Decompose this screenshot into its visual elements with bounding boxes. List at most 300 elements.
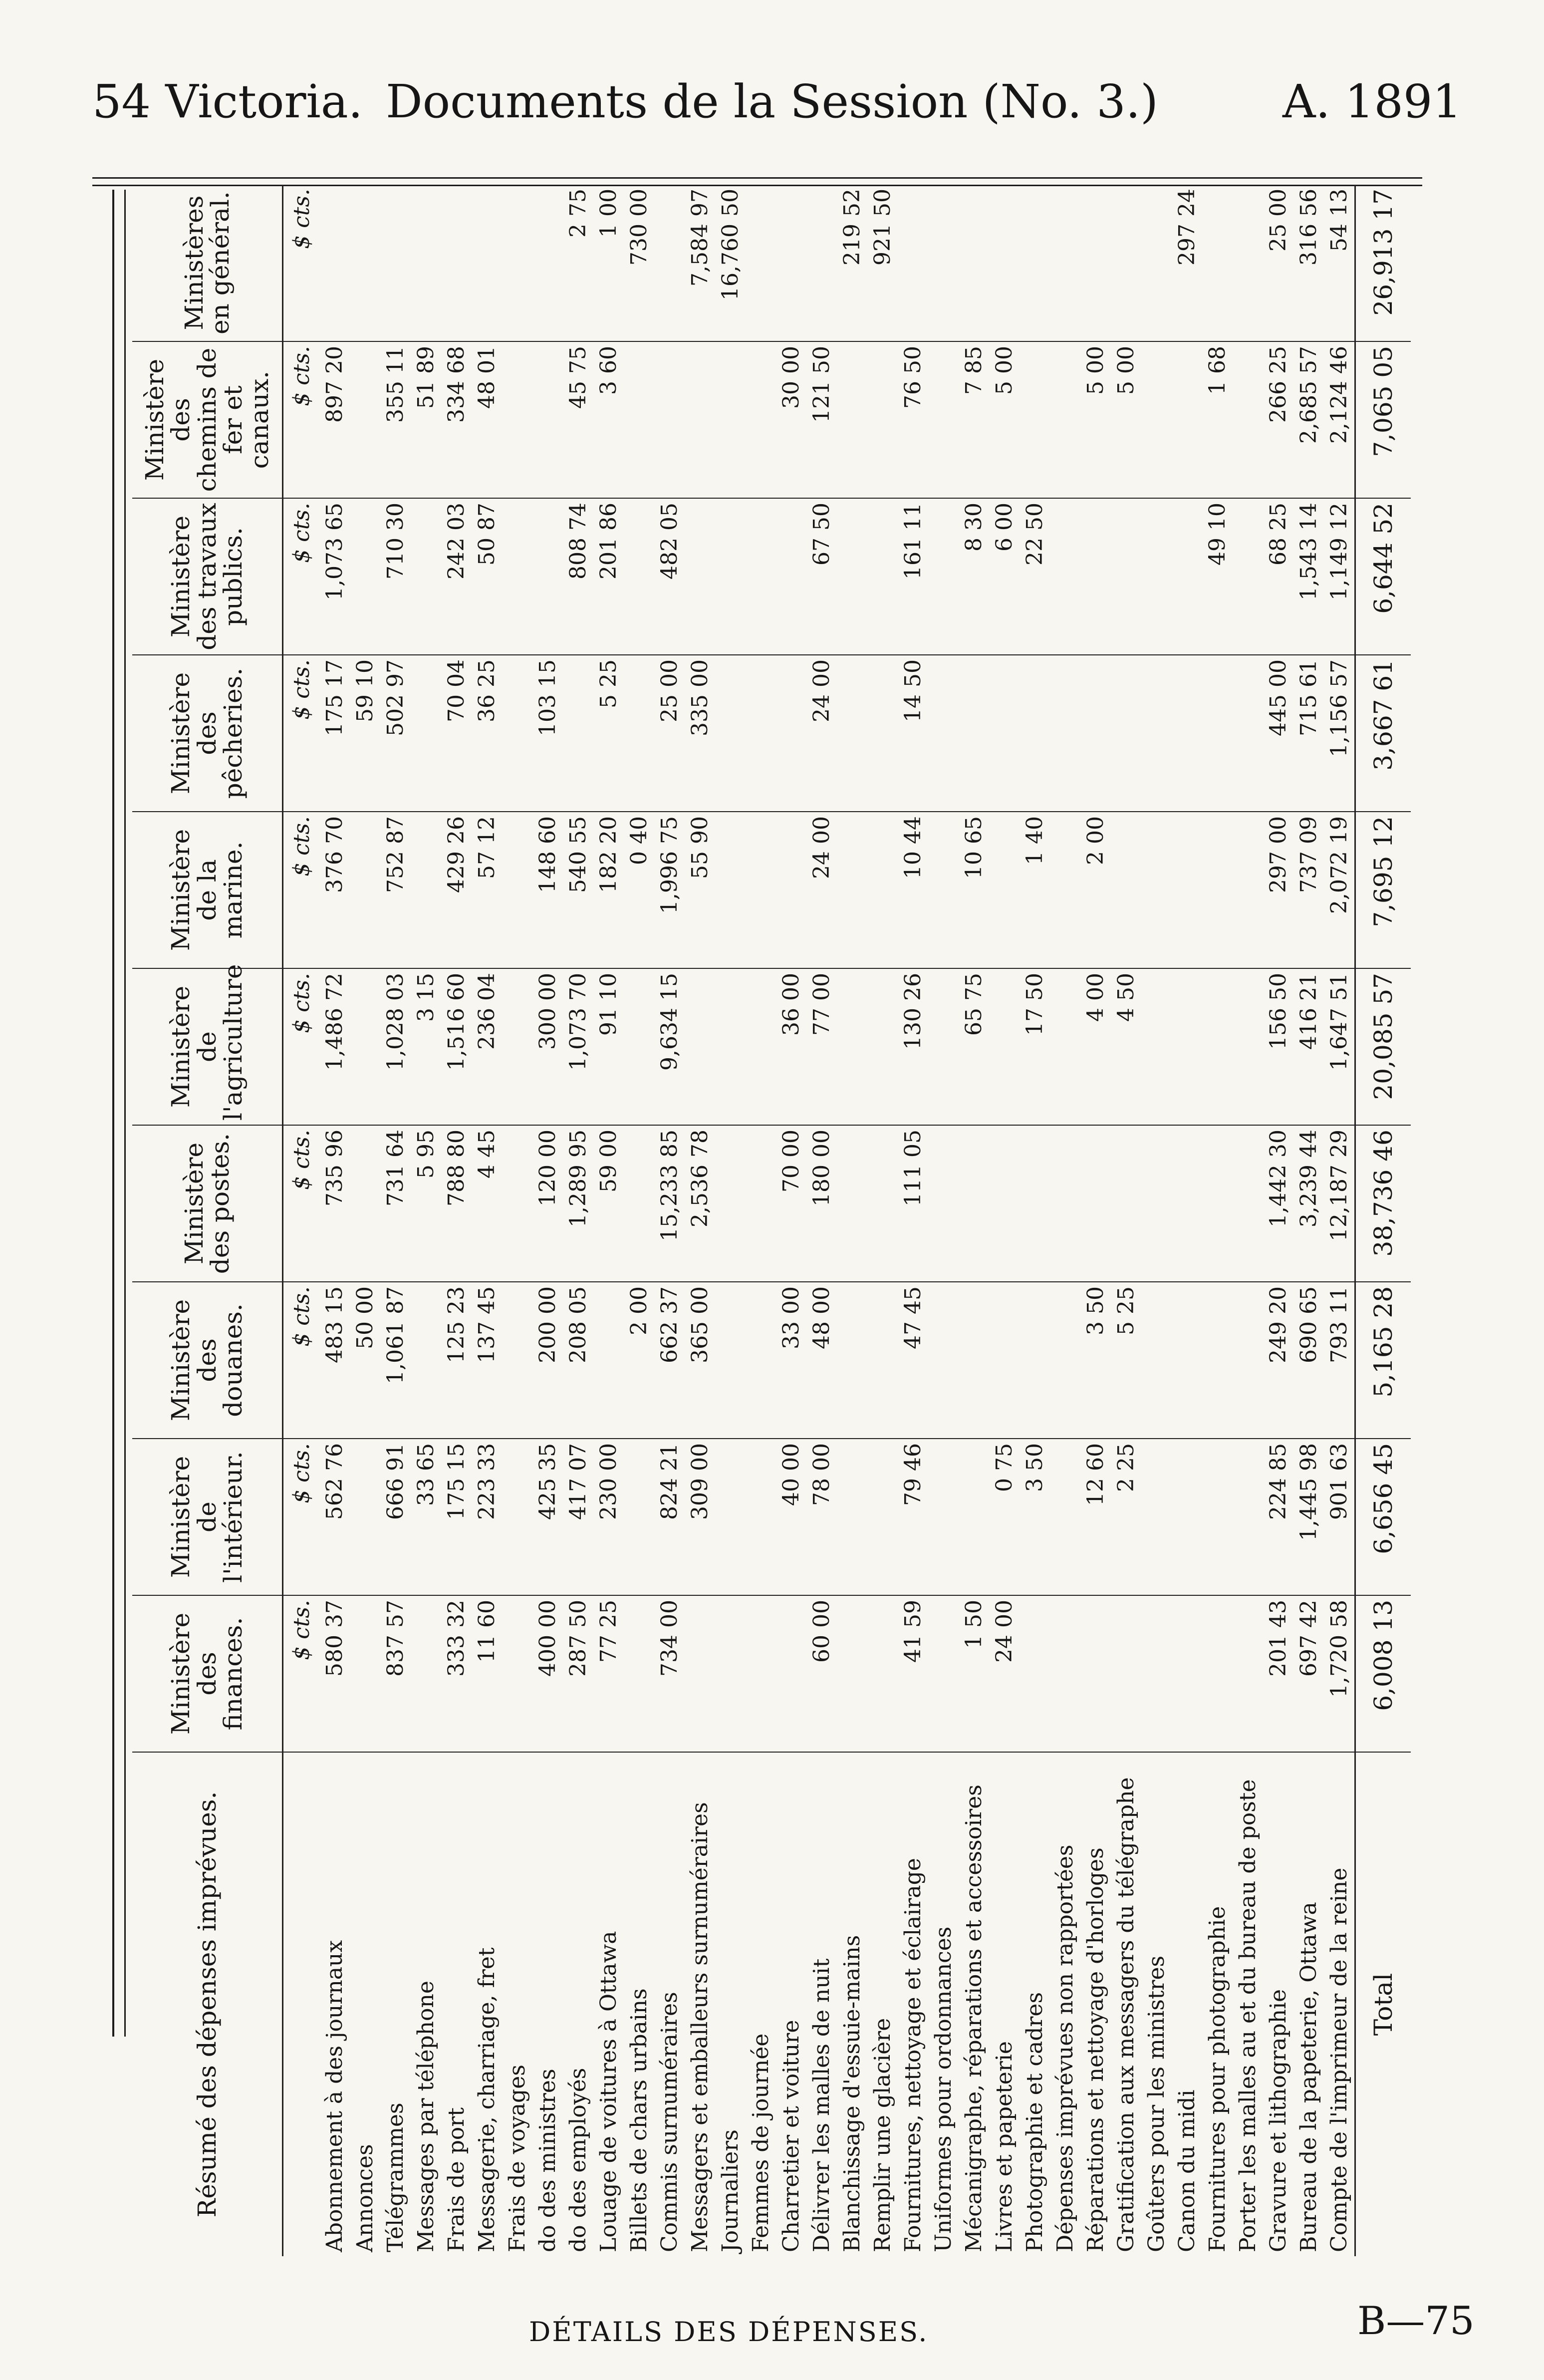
cell-value bbox=[502, 1439, 532, 1595]
cell-value bbox=[867, 968, 898, 1125]
cell-value bbox=[1172, 341, 1202, 498]
cell-value: 36 25 bbox=[472, 655, 502, 812]
cell-value bbox=[502, 341, 532, 498]
cell-value bbox=[1050, 1595, 1080, 1752]
cell-value bbox=[685, 968, 715, 1125]
cell-value bbox=[746, 968, 776, 1125]
row-label: Billets de chars urbains bbox=[626, 1988, 652, 2252]
cell-value bbox=[1172, 655, 1202, 812]
cell-value bbox=[989, 655, 1020, 812]
cell-value bbox=[1202, 1125, 1233, 1282]
cell-value bbox=[350, 1595, 380, 1752]
cell-value bbox=[380, 185, 411, 341]
cell-value: 1,149 12 bbox=[1324, 498, 1355, 655]
cell-value: 25 00 bbox=[654, 655, 685, 812]
cell-value bbox=[989, 968, 1020, 1125]
cell-value: 223 33 bbox=[472, 1439, 502, 1595]
row-label: Livres et papeterie bbox=[992, 2041, 1017, 2252]
cell-value bbox=[1233, 968, 1263, 1125]
cell-value: 25 00 bbox=[1263, 185, 1293, 341]
cell-value: 715 61 bbox=[1293, 655, 1324, 812]
total-value: 6,656 45 bbox=[1355, 1439, 1411, 1595]
cell-value bbox=[1111, 1595, 1141, 1752]
cell-value bbox=[1080, 655, 1111, 812]
column-header-6: Ministère des pêcheries. bbox=[132, 655, 283, 812]
cell-value bbox=[867, 1125, 898, 1282]
cell-value bbox=[928, 812, 959, 968]
cell-value: 208 05 bbox=[563, 1282, 593, 1439]
cell-value bbox=[928, 341, 959, 498]
cell-value bbox=[867, 1595, 898, 1752]
cell-value: 562 76 bbox=[319, 1439, 350, 1595]
cell-value: 266 25 bbox=[1263, 341, 1293, 498]
cell-value: 502 97 bbox=[380, 655, 411, 812]
cell-value: 17 50 bbox=[1020, 968, 1050, 1125]
cell-value bbox=[411, 185, 441, 341]
row-label: Photographie et cadres bbox=[1022, 1992, 1047, 2252]
cell-value bbox=[989, 812, 1020, 968]
cell-value: 2,072 19 bbox=[1324, 812, 1355, 968]
table-row bbox=[1263, 185, 1293, 2256]
cell-value bbox=[959, 1439, 989, 1595]
cell-value bbox=[1141, 1439, 1172, 1595]
column-header-1: Ministère de l'intérieur. bbox=[132, 1439, 283, 1595]
cell-value bbox=[350, 968, 380, 1125]
row-label: Femmes de journée bbox=[748, 2033, 773, 2252]
cell-value: 735 96 bbox=[319, 1125, 350, 1282]
cell-value: 1,996 75 bbox=[654, 812, 685, 968]
table-row bbox=[867, 185, 898, 2256]
cell-value: 2,536 78 bbox=[685, 1125, 715, 1282]
cell-value: 731 64 bbox=[380, 1125, 411, 1282]
row-label: Fournitures pour photographie bbox=[1205, 1906, 1230, 2252]
cell-value bbox=[1141, 185, 1172, 341]
cell-value: 287 50 bbox=[563, 1595, 593, 1752]
cell-value: 4 00 bbox=[1080, 968, 1111, 1125]
column-header-4: Ministère de l'agriculture bbox=[132, 968, 283, 1125]
cell-value bbox=[989, 1125, 1020, 1282]
row-label: Frais de voyages bbox=[505, 2065, 530, 2252]
table-row bbox=[928, 185, 959, 2256]
table-row bbox=[959, 185, 989, 2256]
cell-value bbox=[1020, 341, 1050, 498]
cell-value bbox=[837, 1439, 867, 1595]
cell-value: 201 43 bbox=[1263, 1595, 1293, 1752]
cell-value bbox=[624, 341, 654, 498]
expense-table bbox=[132, 185, 1411, 2256]
cell-value: 103 15 bbox=[532, 655, 563, 812]
cell-value bbox=[715, 1439, 746, 1595]
cell-value bbox=[989, 185, 1020, 341]
table-row bbox=[1324, 185, 1355, 2256]
cell-value: 2,124 46 bbox=[1324, 341, 1355, 498]
total-value: 3,667 61 bbox=[1355, 655, 1411, 812]
cell-value: 130 26 bbox=[898, 968, 928, 1125]
cell-value bbox=[776, 655, 806, 812]
unit-label: $ cts. bbox=[283, 1282, 320, 1439]
cell-value bbox=[928, 185, 959, 341]
cell-value bbox=[1233, 1125, 1263, 1282]
cell-value: 2 75 bbox=[563, 185, 593, 341]
cell-value: 7 85 bbox=[959, 341, 989, 498]
cell-value bbox=[441, 185, 472, 341]
cell-value bbox=[837, 812, 867, 968]
cell-value: 752 87 bbox=[380, 812, 411, 968]
table-row bbox=[746, 185, 776, 2256]
cell-value bbox=[1233, 498, 1263, 655]
table-row bbox=[715, 185, 746, 2256]
header-session: 54 Victoria. bbox=[92, 75, 363, 128]
cell-value: 9,634 15 bbox=[654, 968, 685, 1125]
cell-value bbox=[1111, 812, 1141, 968]
cell-value: 36 00 bbox=[776, 968, 806, 1125]
cell-value bbox=[867, 1439, 898, 1595]
cell-value bbox=[1202, 1282, 1233, 1439]
cell-value bbox=[1141, 498, 1172, 655]
cell-value: 300 00 bbox=[532, 968, 563, 1125]
cell-value bbox=[1141, 968, 1172, 1125]
cell-value bbox=[928, 1595, 959, 1752]
table-row bbox=[350, 185, 380, 2256]
total-value: 5,165 28 bbox=[1355, 1282, 1411, 1439]
cell-value bbox=[989, 1282, 1020, 1439]
cell-value: 10 65 bbox=[959, 812, 989, 968]
cell-value: 24 00 bbox=[989, 1595, 1020, 1752]
cell-value bbox=[502, 968, 532, 1125]
cell-value: 201 86 bbox=[593, 498, 624, 655]
cell-value bbox=[472, 185, 502, 341]
cell-value: 5 25 bbox=[593, 655, 624, 812]
cell-value bbox=[1172, 1595, 1202, 1752]
cell-value bbox=[1172, 968, 1202, 1125]
table-row bbox=[411, 185, 441, 2256]
cell-value: 2,685 57 bbox=[1293, 341, 1324, 498]
cell-value: 1,445 98 bbox=[1293, 1439, 1324, 1595]
cell-value: 59 10 bbox=[350, 655, 380, 812]
cell-value bbox=[715, 1595, 746, 1752]
cell-value bbox=[593, 1282, 624, 1439]
cell-value: 837 57 bbox=[380, 1595, 411, 1752]
column-header-8: Ministère des chemins de fer et canaux. bbox=[132, 341, 283, 498]
cell-value: 45 75 bbox=[563, 341, 593, 498]
table-row bbox=[837, 185, 867, 2256]
cell-value bbox=[1233, 185, 1263, 341]
row-label: Louage de voitures à Ottawa bbox=[596, 1931, 621, 2252]
cell-value: 50 00 bbox=[350, 1282, 380, 1439]
cell-value bbox=[624, 1439, 654, 1595]
cell-value: 60 00 bbox=[806, 1595, 837, 1752]
cell-value bbox=[959, 655, 989, 812]
cell-value: 230 00 bbox=[593, 1439, 624, 1595]
cell-value bbox=[1111, 498, 1141, 655]
cell-value: 2 25 bbox=[1111, 1439, 1141, 1595]
cell-value bbox=[746, 1439, 776, 1595]
cell-value bbox=[1141, 812, 1172, 968]
cell-value bbox=[1050, 1282, 1080, 1439]
cell-value: 77 25 bbox=[593, 1595, 624, 1752]
cell-value bbox=[1172, 812, 1202, 968]
cell-value: 175 17 bbox=[319, 655, 350, 812]
cell-value: 666 91 bbox=[380, 1439, 411, 1595]
cell-value bbox=[715, 1125, 746, 1282]
cell-value bbox=[1233, 812, 1263, 968]
cell-value bbox=[1020, 1125, 1050, 1282]
cell-value: 808 74 bbox=[563, 498, 593, 655]
cell-value bbox=[1111, 655, 1141, 812]
cell-value: 182 20 bbox=[593, 812, 624, 968]
row-label: Messages par téléphone bbox=[413, 1981, 439, 2252]
cell-value: 793 11 bbox=[1324, 1282, 1355, 1439]
row-label: Messagers et emballeurs surnuméraires bbox=[687, 1802, 713, 2252]
table-row bbox=[654, 185, 685, 2256]
cell-value: 1 40 bbox=[1020, 812, 1050, 968]
table-row bbox=[532, 185, 563, 2256]
cell-value bbox=[1080, 185, 1111, 341]
cell-value: 425 35 bbox=[532, 1439, 563, 1595]
cell-value bbox=[806, 185, 837, 341]
table-header-row bbox=[132, 185, 283, 2256]
row-label: Charretier et voiture bbox=[778, 2020, 804, 2252]
cell-value: 417 07 bbox=[563, 1439, 593, 1595]
cell-value bbox=[928, 655, 959, 812]
cell-value bbox=[1202, 1439, 1233, 1595]
row-label: Goûters pour les ministres bbox=[1144, 1955, 1169, 2252]
cell-value: 57 12 bbox=[472, 812, 502, 968]
cell-value bbox=[1080, 498, 1111, 655]
row-label: Commis surnuméraires bbox=[657, 1992, 682, 2252]
cell-value bbox=[624, 1125, 654, 1282]
cell-value bbox=[411, 498, 441, 655]
cell-value: 7,584 97 bbox=[685, 185, 715, 341]
cell-value bbox=[867, 812, 898, 968]
table-row bbox=[593, 185, 624, 2256]
cell-value: 50 87 bbox=[472, 498, 502, 655]
cell-value bbox=[411, 1282, 441, 1439]
column-header-5: Ministère de la marine. bbox=[132, 812, 283, 968]
cell-value bbox=[624, 655, 654, 812]
cell-value: 76 50 bbox=[898, 341, 928, 498]
cell-value bbox=[1202, 968, 1233, 1125]
cell-value bbox=[685, 1595, 715, 1752]
table-row bbox=[1202, 185, 1233, 2256]
cell-value bbox=[959, 185, 989, 341]
cell-value: 1,543 14 bbox=[1293, 498, 1324, 655]
cell-value bbox=[1172, 1439, 1202, 1595]
table-row bbox=[1111, 185, 1141, 2256]
cell-value: 180 00 bbox=[806, 1125, 837, 1282]
cell-value: 334 68 bbox=[441, 341, 472, 498]
column-header-9: Ministères en général. bbox=[132, 185, 283, 341]
table-row bbox=[1080, 185, 1111, 2256]
cell-value: 897 20 bbox=[319, 341, 350, 498]
cell-value: 33 65 bbox=[411, 1439, 441, 1595]
cell-value bbox=[928, 1125, 959, 1282]
cell-value: 5 00 bbox=[989, 341, 1020, 498]
cell-value: 3 50 bbox=[1020, 1439, 1050, 1595]
cell-value bbox=[837, 341, 867, 498]
cell-value bbox=[532, 341, 563, 498]
cell-value: 224 85 bbox=[1263, 1439, 1293, 1595]
cell-value: 91 10 bbox=[593, 968, 624, 1125]
cell-value bbox=[350, 498, 380, 655]
table-row bbox=[624, 185, 654, 2256]
cell-value bbox=[1050, 812, 1080, 968]
cell-value: 70 04 bbox=[441, 655, 472, 812]
cell-value bbox=[959, 1125, 989, 1282]
cell-value bbox=[1141, 655, 1172, 812]
cell-value: 1,156 57 bbox=[1324, 655, 1355, 812]
cell-value bbox=[502, 185, 532, 341]
row-label: do des employés bbox=[565, 2068, 591, 2252]
cell-value: 41 59 bbox=[898, 1595, 928, 1752]
cell-value bbox=[837, 655, 867, 812]
total-row bbox=[1355, 185, 1411, 2256]
cell-value: 376 70 bbox=[319, 812, 350, 968]
cell-value: 1,073 65 bbox=[319, 498, 350, 655]
cell-value: 1,647 51 bbox=[1324, 968, 1355, 1125]
cell-value bbox=[1172, 1125, 1202, 1282]
cell-value bbox=[1233, 1439, 1263, 1595]
cell-value: 3,239 44 bbox=[1293, 1125, 1324, 1282]
margin-double-rule bbox=[112, 190, 126, 2037]
cell-value: 1,516 60 bbox=[441, 968, 472, 1125]
unit-label: $ cts. bbox=[283, 1439, 320, 1595]
cell-value bbox=[1050, 655, 1080, 812]
row-label: Bureau de la papeterie, Ottawa bbox=[1296, 1902, 1321, 2252]
cell-value bbox=[837, 498, 867, 655]
cell-value: 48 01 bbox=[472, 341, 502, 498]
cell-value bbox=[776, 185, 806, 341]
cell-value: 54 13 bbox=[1324, 185, 1355, 341]
cell-value bbox=[1172, 498, 1202, 655]
cell-value bbox=[1141, 1282, 1172, 1439]
cell-value bbox=[1141, 1125, 1172, 1282]
cell-value bbox=[502, 498, 532, 655]
row-label: Fournitures, nettoyage et éclairage bbox=[900, 1858, 926, 2252]
cell-value: 5 00 bbox=[1080, 341, 1111, 498]
expense-table-rotated bbox=[132, 185, 1398, 2256]
cell-value bbox=[624, 1595, 654, 1752]
cell-value bbox=[350, 341, 380, 498]
cell-value bbox=[867, 498, 898, 655]
cell-value: 297 24 bbox=[1172, 185, 1202, 341]
row-label: Compte de l'imprimeur de la reine bbox=[1326, 1867, 1352, 2252]
cell-value: 400 00 bbox=[532, 1595, 563, 1752]
cell-value bbox=[350, 812, 380, 968]
table-title: Résumé des dépenses imprévues. bbox=[132, 1752, 283, 2256]
cell-value bbox=[654, 185, 685, 341]
table-row bbox=[685, 185, 715, 2256]
cell-value bbox=[715, 341, 746, 498]
cell-value bbox=[746, 185, 776, 341]
cell-value: 355 11 bbox=[380, 341, 411, 498]
cell-value: 734 00 bbox=[654, 1595, 685, 1752]
cell-value: 4 50 bbox=[1111, 968, 1141, 1125]
row-label: Journaliers bbox=[718, 2129, 743, 2252]
cell-value: 482 05 bbox=[654, 498, 685, 655]
cell-value bbox=[1233, 655, 1263, 812]
cell-value bbox=[746, 1125, 776, 1282]
cell-value bbox=[1202, 185, 1233, 341]
cell-value: 2 00 bbox=[1080, 812, 1111, 968]
cell-value bbox=[1020, 185, 1050, 341]
cell-value: 4 45 bbox=[472, 1125, 502, 1282]
cell-value bbox=[746, 498, 776, 655]
cell-value: 111 05 bbox=[898, 1125, 928, 1282]
cell-value: 12,187 29 bbox=[1324, 1125, 1355, 1282]
cell-value: 40 00 bbox=[776, 1439, 806, 1595]
cell-value bbox=[867, 1282, 898, 1439]
cell-value: 65 75 bbox=[959, 968, 989, 1125]
cell-value: 3 60 bbox=[593, 341, 624, 498]
cell-value: 12 60 bbox=[1080, 1439, 1111, 1595]
table-row bbox=[380, 185, 411, 2256]
cell-value: 5 25 bbox=[1111, 1282, 1141, 1439]
row-label: Blanchissage d'essuie-mains bbox=[839, 1935, 865, 2252]
cell-value: 11 60 bbox=[472, 1595, 502, 1752]
row-label: Uniformes pour ordonnances bbox=[931, 1926, 956, 2252]
cell-value bbox=[837, 1125, 867, 1282]
cell-value: 824 21 bbox=[654, 1439, 685, 1595]
cell-value bbox=[1202, 812, 1233, 968]
total-value: 26,913 17 bbox=[1355, 185, 1411, 341]
cell-value bbox=[1233, 1282, 1263, 1439]
cell-value bbox=[746, 341, 776, 498]
table-row bbox=[989, 185, 1020, 2256]
cell-value: 6 00 bbox=[989, 498, 1020, 655]
cell-value: 219 52 bbox=[837, 185, 867, 341]
cell-value bbox=[532, 185, 563, 341]
row-label: Mécanigraphe, réparations et accessoires bbox=[961, 1785, 987, 2252]
cell-value bbox=[928, 968, 959, 1125]
table-body bbox=[319, 185, 1355, 2256]
cell-value bbox=[411, 812, 441, 968]
cell-value: 242 03 bbox=[441, 498, 472, 655]
cell-value: 48 00 bbox=[806, 1282, 837, 1439]
cell-value bbox=[1050, 341, 1080, 498]
cell-value bbox=[685, 341, 715, 498]
table-row bbox=[502, 185, 532, 2256]
page-caption: DÉTAILS DES DÉPENSES. bbox=[529, 2316, 929, 2348]
row-label: Réparations et nettoyage d'horloges bbox=[1083, 1847, 1108, 2252]
cell-value: 540 55 bbox=[563, 812, 593, 968]
row-label: Porter les malles au et du bureau de poste bbox=[1235, 1779, 1261, 2252]
unit-label: $ cts. bbox=[283, 812, 320, 968]
row-label: Remplir une glacière bbox=[870, 2018, 895, 2252]
unit-label: $ cts. bbox=[283, 655, 320, 812]
cell-value: 236 04 bbox=[472, 968, 502, 1125]
row-label: Canon du midi bbox=[1174, 2089, 1200, 2252]
table-row bbox=[563, 185, 593, 2256]
cell-value bbox=[1050, 968, 1080, 1125]
cell-value: 161 11 bbox=[898, 498, 928, 655]
cell-value bbox=[715, 968, 746, 1125]
total-label: Total bbox=[1355, 1752, 1411, 2256]
cell-value: 78 00 bbox=[806, 1439, 837, 1595]
cell-value: 483 15 bbox=[319, 1282, 350, 1439]
row-label: Annonces bbox=[352, 2144, 378, 2252]
header-rule bbox=[92, 177, 1422, 179]
cell-value bbox=[350, 1125, 380, 1282]
cell-value bbox=[1080, 1595, 1111, 1752]
cell-value bbox=[1050, 498, 1080, 655]
cell-value bbox=[1202, 655, 1233, 812]
total-value: 7,065 05 bbox=[1355, 341, 1411, 498]
row-label: Gratification aux messagers du télégraphe bbox=[1113, 1777, 1139, 2252]
cell-value bbox=[1020, 1595, 1050, 1752]
header-year: A. 1891 bbox=[1282, 75, 1462, 128]
cell-value bbox=[776, 812, 806, 968]
